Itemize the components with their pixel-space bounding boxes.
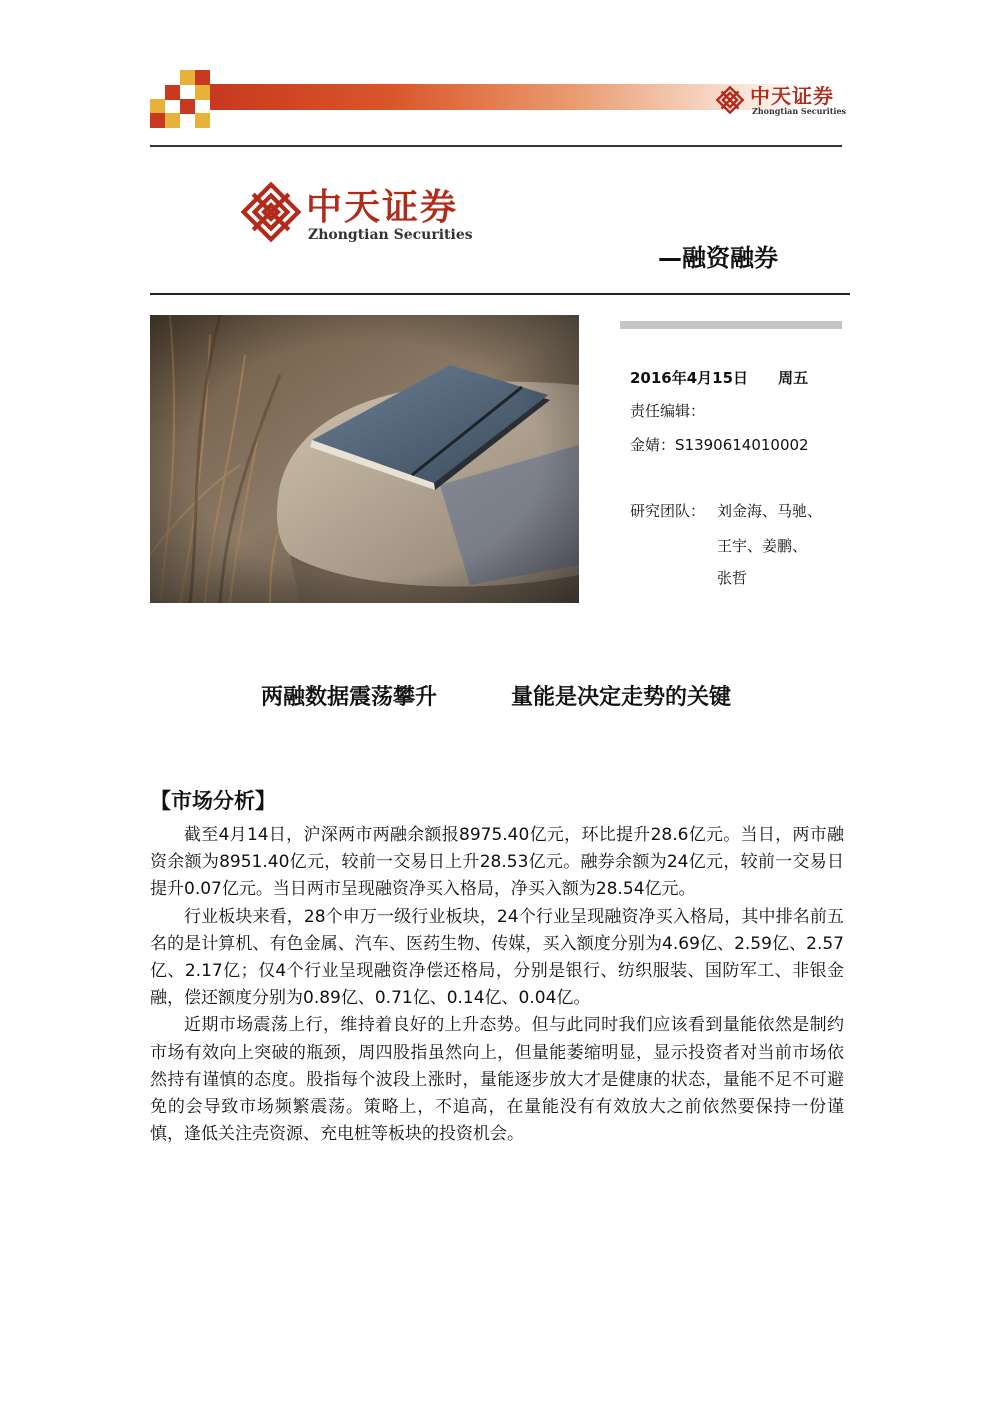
paragraph: 截至4月14日，沪深两市两融余额报8975.40亿元，环比提升28.6亿元。当日，两市融资余额为8951.40亿元，较前一交易日上升28.53亿元。融券余额为24亿元，较前一交易日提升0.07亿元。当日两市呈现融资净买入格局，净买入额为28.54亿元。: [150, 825, 844, 900]
paragraph: 近期市场震荡上行，维持着良好的上升态势。但与此同时我们应该看到量能依然是制约市场有效向上突破的瓶颈，周四股指虽然向上，但量能萎缩明显，显示投资者对当前市场依然持有谨慎的态度。股指每个波段上涨时，量能逐步放大才是健康的状态，量能不足不可避免的会导致市场频繁震荡。策略上，不追高，在量能没有有效放大之前依然要保持一份谨慎，逢低关注壳资源、充电桩等板块的投资机会。: [150, 1015, 844, 1145]
headline-left: 两融数据震荡攀升: [260, 685, 437, 710]
editor-label: 责任编辑：: [630, 402, 706, 420]
report-type-title: —融资融券: [658, 244, 778, 272]
header-band: [150, 70, 847, 128]
header-logo: [714, 80, 847, 120]
team-label: 研究团队：: [630, 502, 706, 520]
main-logo-en: Zhongtian Securities: [308, 227, 473, 243]
team-members-line-1: 刘金海、马驰、: [717, 502, 823, 520]
weekday-text: 周五: [778, 369, 809, 387]
main-logo: [240, 175, 480, 250]
date-text: 2016年4月15日: [630, 369, 749, 387]
section-title: 【市场分析】: [150, 789, 276, 813]
editor-name: 金婧：S1390614010002: [630, 436, 809, 454]
knot-logo-icon: [240, 181, 302, 243]
headline-right: 量能是决定走势的关键: [511, 685, 732, 710]
header-logo-en: Zhongtian Securities: [752, 106, 847, 116]
paragraph: 行业板块来看，28个申万一级行业板块，24个行业呈现融资净买入格局，其中排名前五名的是计算机、有色金属、汽车、医药生物、传媒，买入额度分别为4.69亿、2.59亿、2.57亿、2.17亿；仅4个行业呈现融资净偿还格局，分别是银行、纺织服装、国防军工、非银金融，偿还额度分别为0.89亿、0.71亿、0.14亿、0.04亿。: [150, 906, 844, 1009]
knot-logo-icon: [714, 84, 746, 116]
report-headline: [150, 680, 842, 711]
main-logo-cn: 中天证券: [306, 187, 459, 228]
section-body: [150, 822, 844, 1148]
team-members-line-3: 张哲: [717, 569, 748, 587]
header-logo-cn: 中天证券: [750, 84, 834, 108]
title-divider: [150, 293, 850, 295]
team-members-line-2: 王宇、姜鹏、: [717, 537, 808, 555]
header-divider: [150, 145, 842, 147]
cover-photo: [150, 315, 579, 603]
info-panel-bar: [620, 321, 842, 329]
checker-pattern: [150, 70, 210, 128]
report-date: [630, 367, 808, 388]
